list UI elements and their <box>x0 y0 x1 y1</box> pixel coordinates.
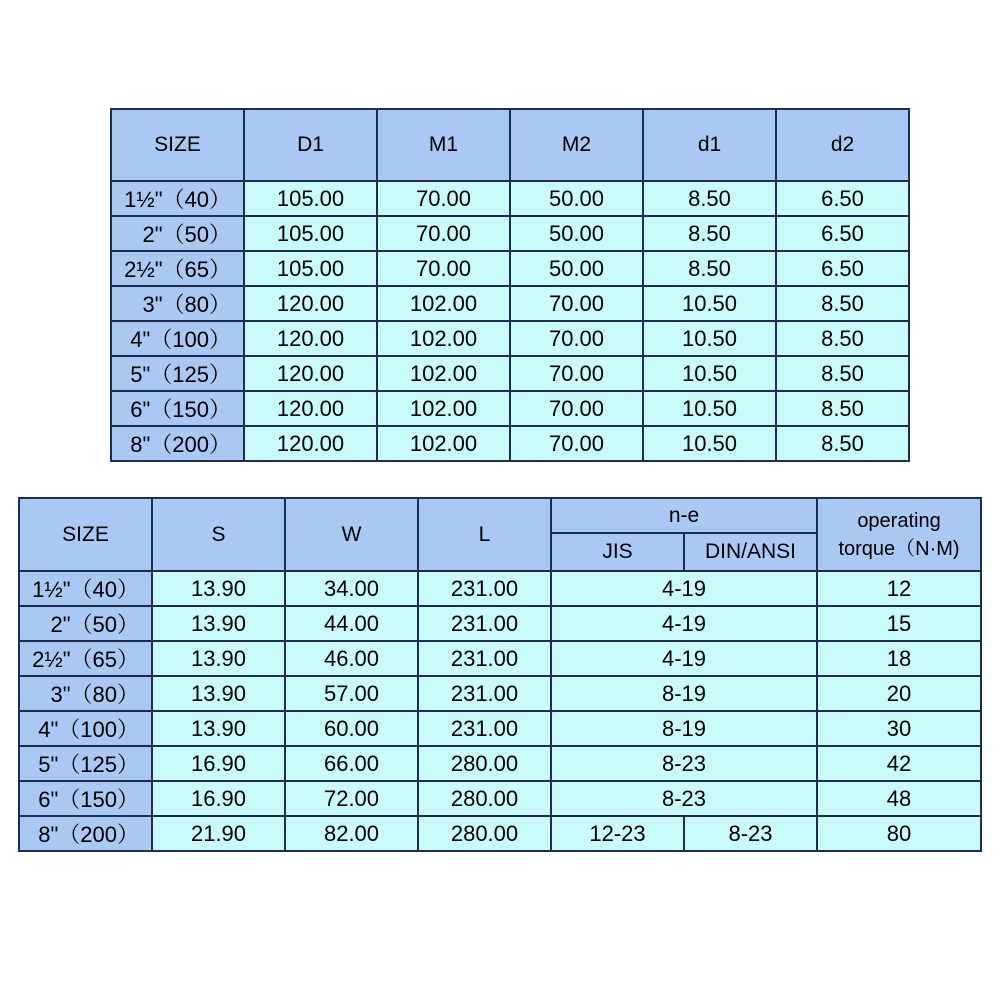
cell-s: 13.90 <box>152 641 285 676</box>
cell-size: 5"（125） <box>111 356 244 391</box>
table-row <box>19 676 981 711</box>
header-torque-line1: operating <box>857 509 941 532</box>
table-row <box>111 286 909 321</box>
cell-value: 70.00 <box>510 356 643 391</box>
cell-value: 120.00 <box>244 391 377 426</box>
header-operating-torque <box>817 498 981 571</box>
cell-value: 10.50 <box>643 391 776 426</box>
cell-value: 8.50 <box>643 216 776 251</box>
table-row <box>111 356 909 391</box>
cell-n-e: 4-19 <box>551 571 817 606</box>
cell-l: 280.00 <box>418 781 551 816</box>
cell-value: 102.00 <box>377 391 510 426</box>
cell-value: 8.50 <box>643 181 776 216</box>
cell-value: 120.00 <box>244 426 377 461</box>
cell-s: 13.90 <box>152 711 285 746</box>
cell-size: 4"（100） <box>111 321 244 356</box>
table-header-row <box>111 109 909 181</box>
cell-size: 2½"（65） <box>19 641 152 676</box>
cell-size: 2"（50） <box>19 606 152 641</box>
cell-w: 82.00 <box>285 816 418 851</box>
header-w: W <box>285 498 418 571</box>
table-row <box>19 746 981 781</box>
cell-torque: 42 <box>817 746 981 781</box>
cell-l: 280.00 <box>418 816 551 851</box>
table-row <box>111 391 909 426</box>
header-size: SIZE <box>19 498 152 571</box>
table-row <box>111 251 909 286</box>
cell-value: 8.50 <box>776 391 909 426</box>
cell-value: 50.00 <box>510 251 643 286</box>
header-m2: M2 <box>510 109 643 181</box>
cell-w: 44.00 <box>285 606 418 641</box>
cell-value: 6.50 <box>776 216 909 251</box>
cell-value: 70.00 <box>510 321 643 356</box>
cell-n-e: 4-19 <box>551 606 817 641</box>
cell-value: 120.00 <box>244 286 377 321</box>
table-row <box>111 181 909 216</box>
cell-value: 70.00 <box>377 181 510 216</box>
table-row <box>111 426 909 461</box>
cell-w: 57.00 <box>285 676 418 711</box>
cell-size: 6"（150） <box>111 391 244 426</box>
table-row <box>19 606 981 641</box>
header-jis: JIS <box>551 533 684 571</box>
cell-l: 231.00 <box>418 571 551 606</box>
header-d2: d2 <box>776 109 909 181</box>
cell-value: 6.50 <box>776 181 909 216</box>
cell-torque: 30 <box>817 711 981 746</box>
cell-size: 8"（200） <box>111 426 244 461</box>
cell-s: 13.90 <box>152 571 285 606</box>
cell-value: 8.50 <box>776 321 909 356</box>
table-row <box>111 216 909 251</box>
cell-value: 50.00 <box>510 181 643 216</box>
cell-value: 70.00 <box>377 216 510 251</box>
cell-n-e: 8-19 <box>551 676 817 711</box>
cell-n-e: 4-19 <box>551 641 817 676</box>
table-header-row <box>19 498 981 533</box>
cell-value: 70.00 <box>377 251 510 286</box>
header-d1: d1 <box>643 109 776 181</box>
cell-w: 34.00 <box>285 571 418 606</box>
cell-s: 16.90 <box>152 781 285 816</box>
cell-value: 102.00 <box>377 321 510 356</box>
table-row <box>19 711 981 746</box>
cell-l: 231.00 <box>418 641 551 676</box>
cell-torque: 20 <box>817 676 981 711</box>
cell-value: 120.00 <box>244 356 377 391</box>
cell-value: 6.50 <box>776 251 909 286</box>
cell-size: 2"（50） <box>111 216 244 251</box>
header-s: S <box>152 498 285 571</box>
table-row <box>19 816 981 851</box>
cell-s: 13.90 <box>152 676 285 711</box>
cell-n-e: 8-19 <box>551 711 817 746</box>
header-l: L <box>418 498 551 571</box>
cell-size: 1½"（40） <box>111 181 244 216</box>
cell-size: 2½"（65） <box>111 251 244 286</box>
cell-jis: 12-23 <box>551 816 684 851</box>
cell-w: 46.00 <box>285 641 418 676</box>
cell-size: 1½"（40） <box>19 571 152 606</box>
cell-torque: 48 <box>817 781 981 816</box>
cell-size: 5"（125） <box>19 746 152 781</box>
cell-value: 105.00 <box>244 216 377 251</box>
cell-s: 21.90 <box>152 816 285 851</box>
cell-l: 231.00 <box>418 711 551 746</box>
cell-value: 70.00 <box>510 286 643 321</box>
table-row <box>111 321 909 356</box>
cell-value: 105.00 <box>244 181 377 216</box>
cell-value: 8.50 <box>776 356 909 391</box>
cell-n-e: 8-23 <box>551 746 817 781</box>
header-d1-upper: D1 <box>244 109 377 181</box>
cell-torque: 80 <box>817 816 981 851</box>
cell-size: 3"（80） <box>111 286 244 321</box>
cell-value: 8.50 <box>776 286 909 321</box>
table-row <box>19 781 981 816</box>
header-din-ansi: DIN/ANSI <box>684 533 817 571</box>
header-size: SIZE <box>111 109 244 181</box>
cell-w: 66.00 <box>285 746 418 781</box>
dimensions-table <box>110 108 910 462</box>
header-torque-line2: torque（N·M) <box>838 537 960 560</box>
cell-size: 4"（100） <box>19 711 152 746</box>
cell-value: 70.00 <box>510 426 643 461</box>
header-n-e: n-e <box>551 498 817 533</box>
cell-s: 13.90 <box>152 606 285 641</box>
cell-value: 102.00 <box>377 426 510 461</box>
cell-l: 280.00 <box>418 746 551 781</box>
cell-torque: 12 <box>817 571 981 606</box>
cell-value: 8.50 <box>776 426 909 461</box>
cell-w: 72.00 <box>285 781 418 816</box>
cell-din-ansi: 8-23 <box>684 816 817 851</box>
table-row <box>19 571 981 606</box>
cell-value: 105.00 <box>244 251 377 286</box>
cell-l: 231.00 <box>418 676 551 711</box>
cell-value: 70.00 <box>510 391 643 426</box>
cell-value: 10.50 <box>643 321 776 356</box>
cell-size: 8"（200） <box>19 816 152 851</box>
table-row <box>19 641 981 676</box>
cell-value: 50.00 <box>510 216 643 251</box>
cell-value: 102.00 <box>377 286 510 321</box>
cell-value: 10.50 <box>643 356 776 391</box>
cell-value: 8.50 <box>643 251 776 286</box>
cell-l: 231.00 <box>418 606 551 641</box>
cell-torque: 15 <box>817 606 981 641</box>
cell-size: 3"（80） <box>19 676 152 711</box>
cell-value: 10.50 <box>643 286 776 321</box>
cell-n-e: 8-23 <box>551 781 817 816</box>
header-m1: M1 <box>377 109 510 181</box>
cell-torque: 18 <box>817 641 981 676</box>
cell-value: 10.50 <box>643 426 776 461</box>
bolt-torque-table <box>18 497 982 852</box>
cell-value: 102.00 <box>377 356 510 391</box>
cell-value: 120.00 <box>244 321 377 356</box>
cell-w: 60.00 <box>285 711 418 746</box>
cell-s: 16.90 <box>152 746 285 781</box>
cell-size: 6"（150） <box>19 781 152 816</box>
